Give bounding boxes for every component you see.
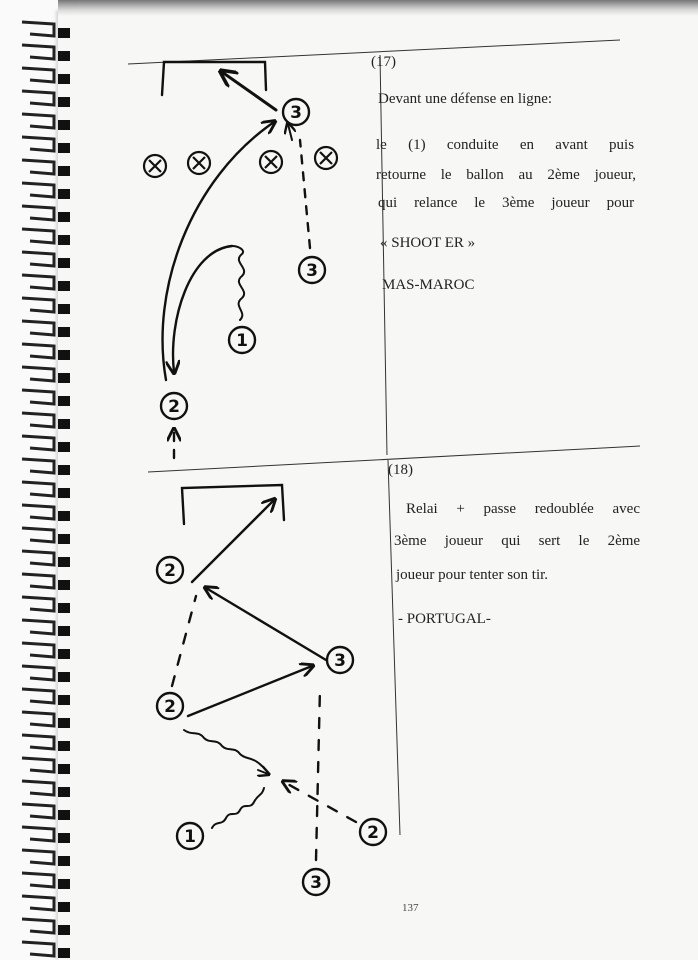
- player-2-mid-label: 2: [164, 697, 176, 717]
- pass-2-to-3: [188, 666, 312, 716]
- spiral-ring: [22, 298, 54, 312]
- binding-hole: [58, 741, 70, 751]
- run-3-forward: [316, 688, 320, 860]
- binding-hole: [58, 97, 70, 107]
- spiral-ring: [22, 367, 54, 381]
- spiral-ring: [22, 91, 54, 105]
- spiral-ring: [22, 413, 54, 427]
- player-2: [161, 393, 187, 419]
- word: qui: [501, 533, 521, 549]
- spiral-ring: [22, 344, 54, 358]
- spiral-ring: [22, 528, 54, 542]
- binding-hole: [58, 327, 70, 337]
- word: joueur,: [594, 167, 637, 183]
- word: 3ème: [394, 533, 427, 549]
- spiral-ring: [22, 321, 54, 335]
- word: passe: [483, 501, 516, 517]
- player-3-top-label: 3: [290, 103, 302, 123]
- word: joueur: [444, 533, 484, 549]
- word: 3ème: [501, 195, 535, 211]
- binding-hole: [58, 649, 70, 659]
- spiral-ring: [22, 183, 54, 197]
- player-3-label: 3: [306, 261, 318, 281]
- player-2-mid: [157, 693, 183, 719]
- word: relance: [414, 195, 458, 211]
- word: retourne: [376, 167, 426, 183]
- binding-hole: [58, 304, 70, 314]
- word: 2ème: [607, 533, 641, 549]
- player-3-start-label: 3: [310, 873, 322, 893]
- shot-arrow-18: [192, 500, 274, 582]
- spiral-ring: [22, 850, 54, 864]
- spiral-ring: [22, 735, 54, 749]
- spiral-ring: [22, 22, 54, 36]
- binding-hole: [58, 419, 70, 429]
- binding-hole: [58, 764, 70, 774]
- defender-marker: [315, 147, 337, 169]
- word: ballon: [466, 167, 504, 183]
- player-1-18-label: 1: [184, 827, 196, 847]
- spiral-ring: [22, 436, 54, 450]
- word: au: [518, 167, 533, 183]
- word: le: [440, 167, 452, 183]
- spiral-ring: [22, 252, 54, 266]
- binding-hole: [58, 373, 70, 383]
- dribble-1-18: [212, 788, 264, 828]
- word: qui: [378, 195, 398, 211]
- spiral-ring: [22, 896, 54, 910]
- word: le: [578, 533, 590, 549]
- binding-hole: [58, 511, 70, 521]
- dribble-1: [232, 246, 244, 320]
- word: redoublée: [534, 501, 594, 517]
- binding-hole: [58, 810, 70, 820]
- player-3-start: [303, 869, 329, 895]
- player-tokens: [144, 99, 386, 895]
- binding-hole: [58, 695, 70, 705]
- figure-17-line-4: « SHOOT ER »: [380, 235, 476, 251]
- word: sert: [538, 533, 561, 549]
- figure-17-line-1: [376, 136, 634, 154]
- pass-2b-to-1: [284, 782, 356, 822]
- spiral-ring: [22, 643, 54, 657]
- binding-hole: [58, 948, 70, 958]
- word: (1): [408, 137, 426, 153]
- spiral-ring: [22, 551, 54, 565]
- shot-arrow-17: [222, 72, 276, 110]
- spiral-ring: [22, 482, 54, 496]
- diagram-18: [172, 485, 356, 860]
- pass-3-to-2: [206, 588, 326, 660]
- word: le: [474, 195, 486, 211]
- player-2-start-label: 2: [367, 823, 379, 843]
- player-2-final: [157, 557, 183, 583]
- dribble-2-18: [184, 730, 262, 766]
- binding-hole: [58, 120, 70, 130]
- spiral-ring: [22, 160, 54, 174]
- run-3: [300, 140, 310, 248]
- binding-hole: [58, 603, 70, 613]
- binding-hole: [58, 534, 70, 544]
- player-2-start: [360, 819, 386, 845]
- spiral-ring: [22, 942, 54, 956]
- binding-hole: [58, 925, 70, 935]
- binding-hole: [58, 28, 70, 38]
- spiral-ring: [22, 574, 54, 588]
- spiral-ring: [22, 275, 54, 289]
- spiral-ring: [22, 459, 54, 473]
- binding-hole: [58, 902, 70, 912]
- spiral-ring: [22, 45, 54, 59]
- spiral-ring: [22, 919, 54, 933]
- figure-18-number: (18): [388, 462, 413, 478]
- binding-hole: [58, 879, 70, 889]
- word: avant: [555, 137, 588, 153]
- spiral-ring: [22, 114, 54, 128]
- run-3-head: [288, 124, 292, 140]
- spiral-ring: [22, 758, 54, 772]
- figure-18-match: - PORTUGAL-: [398, 611, 491, 627]
- figure-17-title: Devant une défense en ligne:: [378, 91, 553, 107]
- player-1-18: [177, 823, 203, 849]
- binding-hole: [58, 51, 70, 61]
- spiral-ring: [22, 781, 54, 795]
- dribble-2-head: [258, 770, 268, 774]
- binding-hole: [58, 488, 70, 498]
- binding-hole: [58, 626, 70, 636]
- player-3-mid: [327, 647, 353, 673]
- player-3-top: [283, 99, 309, 125]
- word: avec: [612, 501, 640, 517]
- spiral-ring: [22, 827, 54, 841]
- figure-18-line-1: [406, 500, 640, 518]
- player-1-label: 1: [236, 331, 248, 351]
- defender-marker: [144, 155, 166, 177]
- binding-hole: [58, 465, 70, 475]
- spiral-ring: [22, 873, 54, 887]
- spiral-ring: [22, 137, 54, 151]
- binding-hole: [58, 718, 70, 728]
- word: conduite: [446, 137, 499, 153]
- spiral-ring: [22, 206, 54, 220]
- figure-17-number: (17): [371, 54, 396, 70]
- figure-17-match: MAS-MAROC: [382, 277, 475, 293]
- goal-17: [162, 62, 266, 95]
- figure-17-line-2: [376, 166, 636, 184]
- binding-hole: [58, 833, 70, 843]
- binding-hole: [58, 396, 70, 406]
- binding-hole: [58, 557, 70, 567]
- run-2-forward: [172, 596, 196, 686]
- word: pour: [606, 195, 635, 211]
- figure-17-line-3: [378, 194, 634, 212]
- figure-18-line-3: joueur pour tenter son tir.: [396, 567, 549, 583]
- column-divider-1: [380, 55, 387, 455]
- binding-hole: [58, 787, 70, 797]
- spiral-ring: [22, 597, 54, 611]
- word: 2ème: [547, 167, 580, 183]
- binding-hole: [58, 281, 70, 291]
- defender-marker: [188, 152, 210, 174]
- binding-hole: [58, 235, 70, 245]
- binding-hole: [58, 166, 70, 176]
- spiral-ring: [22, 68, 54, 82]
- word: +: [456, 501, 465, 517]
- spiral-ring: [22, 689, 54, 703]
- spiral-ring: [22, 390, 54, 404]
- page-number: 137: [402, 902, 419, 914]
- column-divider-2: [388, 460, 400, 835]
- word: le: [376, 137, 387, 153]
- binding-hole: [58, 672, 70, 682]
- spiral-ring: [22, 505, 54, 519]
- binding-hole: [58, 143, 70, 153]
- binding-hole: [58, 258, 70, 268]
- spiral-ring: [22, 712, 54, 726]
- spiral-ring: [22, 666, 54, 680]
- word: joueur: [551, 195, 590, 211]
- player-3: [299, 257, 325, 283]
- binding-hole: [58, 580, 70, 590]
- defender-marker: [260, 151, 282, 173]
- word: Relai: [406, 501, 438, 517]
- pass-arrow-1-to-2: [173, 246, 232, 372]
- binding-hole: [58, 212, 70, 222]
- figure-18-line-2: [394, 532, 640, 550]
- binding-hole: [58, 856, 70, 866]
- word: en: [519, 137, 534, 153]
- player-3-mid-label: 3: [334, 651, 346, 671]
- binding-hole: [58, 442, 70, 452]
- player-2-final-label: 2: [164, 561, 176, 581]
- spiral-rings: [22, 22, 70, 958]
- spiral-ring: [22, 229, 54, 243]
- player-2-label: 2: [168, 397, 180, 417]
- player-1: [229, 327, 255, 353]
- binding-hole: [58, 74, 70, 84]
- binding-hole: [58, 350, 70, 360]
- spiral-ring: [22, 804, 54, 818]
- word: puis: [609, 137, 635, 153]
- binding-hole: [58, 189, 70, 199]
- spiral-ring: [22, 620, 54, 634]
